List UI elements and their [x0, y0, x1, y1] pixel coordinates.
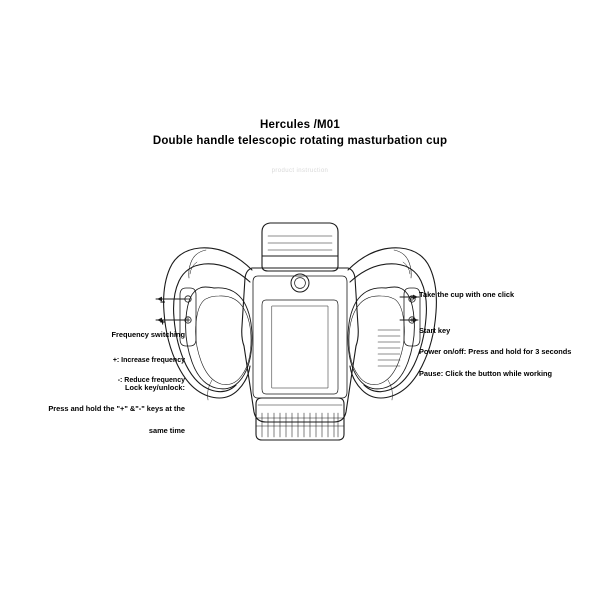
product-model: Hercules /M01 [260, 119, 340, 131]
callout-start-key-heading: Start key [419, 325, 451, 335]
callout-start-key-pause: Pause: Click the button while working [419, 368, 553, 378]
device-base-sleeve [256, 398, 344, 440]
leader-lines [156, 297, 419, 320]
device-top-cap [262, 223, 338, 271]
callout-lock-heading: Lock key/unlock: [125, 382, 185, 392]
callout-lock-detail-1: Press and hold the "+" &"-" keys at the [48, 404, 185, 414]
callout-frequency-reduce: -: Reduce frequency [117, 377, 185, 385]
callout-lock-key [8, 372, 185, 447]
plus-symbol-label: + [160, 317, 166, 327]
product-description: Double handle telescopic rotating masturbation cup [152, 134, 448, 147]
callout-take-cup: Take the cup with one click [419, 290, 515, 299]
callout-frequency-increase: +: Increase frequency [112, 357, 185, 365]
callout-frequency-switching: Frequency switching [111, 330, 185, 339]
callout-lock-detail-2: same time [148, 425, 185, 435]
watermark-text: product instruction [271, 168, 329, 174]
minus-symbol-label: − [160, 297, 166, 307]
callout-start-key [419, 315, 597, 390]
callout-start-key-power: Power on/off: Press and hold for 3 seconds [419, 347, 572, 357]
